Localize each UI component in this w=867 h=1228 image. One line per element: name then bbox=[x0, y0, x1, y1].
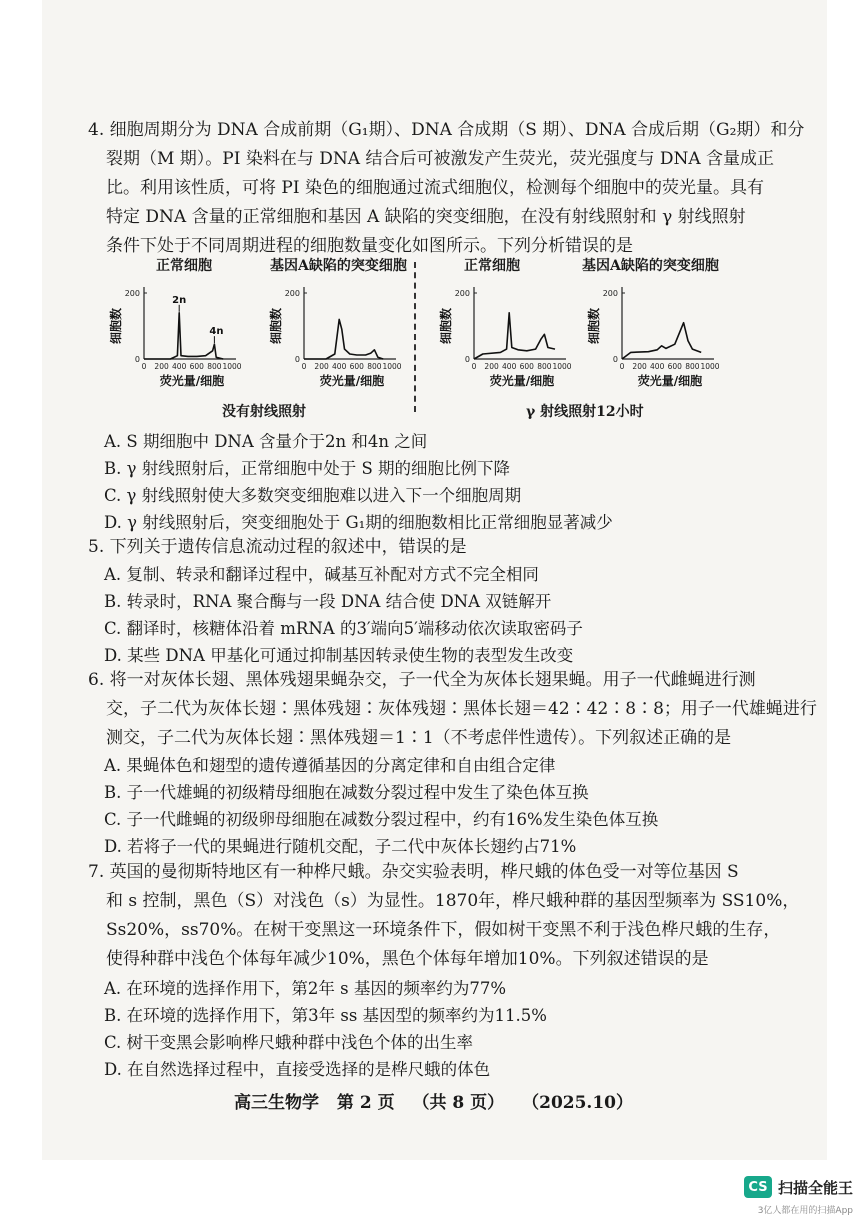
x-tick-label: 0 bbox=[301, 362, 307, 371]
chart-1 bbox=[104, 255, 264, 395]
x-tick-label: 200 bbox=[632, 362, 647, 371]
y-tick-label: 200 bbox=[124, 289, 140, 298]
q6-option-a: A. 果蝇体色和翅型的遗传遵循基因的分离定律和自由组合定律 bbox=[104, 756, 556, 775]
series-line bbox=[304, 319, 383, 359]
brand-tagline: 3亿人都在用的扫描App bbox=[757, 1206, 853, 1216]
x-tick-label: 200 bbox=[154, 362, 169, 371]
y-tick-label: 200 bbox=[602, 289, 618, 298]
q6-line: 交，子二代为灰体长翅∶黑体残翅∶灰体残翅∶黑体长翅＝42∶42∶8∶8；用子一代雄蝇进行 bbox=[106, 699, 817, 719]
q7-option-d: D. 在自然选择过程中，直接受选择的是桦尺蛾的体色 bbox=[104, 1060, 491, 1079]
x-tick-label: 600 bbox=[349, 362, 364, 371]
x-tick-label: 800 bbox=[685, 362, 700, 371]
q5-option-c: C. 翻译时，核糖体沿着 mRNA 的3′端向5′端移动依次读取密码子 bbox=[104, 619, 583, 638]
q7-line: Ss20%，ss70%。在树干变黑这一环境条件下，假如树干变黑不利于浅色桦尺蛾的生存， bbox=[106, 920, 781, 940]
x-tick-label: 800 bbox=[207, 362, 222, 371]
brand-name: 扫描全能王 bbox=[777, 1178, 853, 1197]
x-tick-label: 1000 bbox=[382, 362, 402, 371]
q5-option-a: A. 复制、转录和翻译过程中，碱基互补配对方式不完全相同 bbox=[104, 565, 539, 584]
condition-label: γ 射线照射12小时 bbox=[526, 404, 644, 420]
x-tick-label: 800 bbox=[367, 362, 382, 371]
x-tick-label: 600 bbox=[189, 362, 204, 371]
x-tick-label: 0 bbox=[471, 362, 477, 371]
q4-option-c: C. γ 射线照射使大多数突变细胞难以进入下一个细胞周期 bbox=[104, 486, 522, 505]
q7-option-a: A. 在环境的选择作用下，第2年 s 基因的频率约为77% bbox=[104, 979, 507, 998]
x-tick-label: 200 bbox=[484, 362, 499, 371]
question-7-stem bbox=[88, 858, 799, 974]
q6-option-d: D. 若将子一代的果蝇进行随机交配，子二代中灰体长翅约占71% bbox=[104, 837, 577, 856]
x-axis-label: 荧光量/细胞 bbox=[159, 374, 225, 388]
x-tick-label: 1000 bbox=[552, 362, 572, 371]
divider-line bbox=[414, 262, 416, 412]
q6-option-b: B. 子一代雄蝇的初级精母细胞在减数分裂过程中发生了染色体互换 bbox=[104, 783, 589, 802]
y-tick-label: 200 bbox=[284, 289, 300, 298]
chart-title: 正常细胞 bbox=[156, 258, 212, 274]
y-tick-label: 0 bbox=[464, 355, 470, 364]
condition-label: 没有射线照射 bbox=[222, 404, 306, 420]
footer-page: 第 2 页 bbox=[336, 1093, 395, 1113]
x-tick-label: 200 bbox=[314, 362, 329, 371]
x-tick-label: 400 bbox=[172, 362, 187, 371]
footer-date: （2025.10） bbox=[522, 1093, 633, 1113]
chart-title: 基因A缺陷的突变细胞 bbox=[270, 258, 407, 274]
series-line bbox=[622, 323, 701, 359]
q7-line: 7. 英国的曼彻斯特地区有一种桦尺蛾。杂交实验表明，桦尺蛾的体色受一对等位基因 S bbox=[88, 862, 739, 882]
y-axis-label: 细胞数 bbox=[587, 307, 601, 345]
peak-annotation: 2n bbox=[172, 294, 187, 306]
question-6-stem bbox=[88, 666, 817, 753]
x-tick-label: 1000 bbox=[222, 362, 242, 371]
q5-option-b: B. 转录时，RNA 聚合酶与一段 DNA 结合使 DNA 双链解开 bbox=[104, 592, 552, 611]
q4-line: 4. 细胞周期分为 DNA 合成前期（G₁期）、DNA 合成期（S 期）、DNA 合成后期（G₂期）和分 bbox=[88, 120, 805, 140]
q6-line: 测交，子二代为灰体长翅∶黑体残翅＝1∶1（不考虑伴性遗传）。下列叙述正确的是 bbox=[106, 728, 732, 748]
x-axis-label: 荧光量/细胞 bbox=[637, 374, 703, 388]
q4-line: 裂期（M 期）。PI 染料在与 DNA 结合后可被激发产生荧光，荧光强度与 DNA 含量成正 bbox=[106, 149, 775, 169]
q6-option-c: C. 子一代雌蝇的初级卵母细胞在减数分裂过程中，约有16%发生染色体互换 bbox=[104, 810, 659, 829]
page-footer bbox=[0, 1088, 867, 1113]
q7-line: 和 s 控制，黑色（S）对浅色（s）为显性。1870年，桦尺蛾种群的基因型频率为 SS10%， bbox=[106, 891, 800, 911]
footer-subject: 高三生物学 bbox=[234, 1093, 319, 1113]
y-tick-label: 0 bbox=[134, 355, 140, 364]
chart-plot bbox=[264, 255, 424, 395]
x-tick-label: 600 bbox=[519, 362, 534, 371]
q7-option-b: B. 在环境的选择作用下，第3年 ss 基因型的频率约为11.5% bbox=[104, 1006, 547, 1025]
x-tick-label: 600 bbox=[667, 362, 682, 371]
x-tick-label: 400 bbox=[650, 362, 665, 371]
peak-annotation: 4n bbox=[209, 326, 224, 338]
footer-total: （共 8 页） bbox=[412, 1093, 505, 1113]
q4-option-d: D. γ 射线照射后，突变细胞处于 G₁期的细胞数相比正常细胞显著减少 bbox=[104, 513, 613, 532]
series-line bbox=[474, 313, 555, 359]
q4-line: 特定 DNA 含量的正常细胞和基因 A 缺陷的突变细胞，在没有射线照射和 γ 射线照射 bbox=[106, 207, 746, 227]
chart-4 bbox=[582, 255, 742, 395]
chart-plot bbox=[104, 255, 264, 395]
q7-line: 使得种群中浅色个体每年减少10%，黑色个体每年增加10%。下列叙述错误的是 bbox=[106, 949, 709, 969]
chart-2 bbox=[264, 255, 424, 395]
chart-title: 基因A缺陷的突变细胞 bbox=[582, 258, 719, 274]
x-tick-label: 400 bbox=[502, 362, 517, 371]
q5-line: 5. 下列关于遗传信息流动过程的叙述中，错误的是 bbox=[88, 537, 467, 557]
chart-plot bbox=[434, 255, 594, 395]
q6-line: 6. 将一对灰体长翅、黑体残翅果蝇杂交，子一代全为灰体长翅果蝇。用子一代雌蝇进行测 bbox=[88, 670, 756, 690]
q4-option-b: B. γ 射线照射后，正常细胞中处于 S 期的细胞比例下降 bbox=[104, 459, 511, 478]
x-tick-label: 800 bbox=[537, 362, 552, 371]
q4-line: 比。利用该性质，可将 PI 染色的细胞通过流式细胞仪，检测每个细胞中的荧光量。具有 bbox=[106, 178, 764, 198]
scanner-brand bbox=[744, 1176, 853, 1198]
camscanner-logo-icon: CS bbox=[744, 1176, 772, 1198]
chart-title: 正常细胞 bbox=[464, 258, 520, 274]
question-5-stem bbox=[88, 533, 467, 562]
y-axis-label: 细胞数 bbox=[439, 307, 453, 345]
y-tick-label: 0 bbox=[294, 355, 300, 364]
q4-option-a: A. S 期细胞中 DNA 含量介于2n 和4n 之间 bbox=[104, 432, 428, 451]
y-axis-label: 细胞数 bbox=[269, 307, 283, 345]
x-axis-label: 荧光量/细胞 bbox=[489, 374, 555, 388]
flow-cytometry-figure bbox=[104, 255, 804, 425]
chart-plot bbox=[582, 255, 742, 395]
chart-3 bbox=[434, 255, 594, 395]
q4-line: 条件下处于不同周期进程的细胞数量变化如图所示。下列分析错误的是 bbox=[106, 236, 633, 256]
y-tick-label: 200 bbox=[454, 289, 470, 298]
question-4-stem bbox=[88, 116, 804, 261]
x-tick-label: 400 bbox=[332, 362, 347, 371]
x-tick-label: 1000 bbox=[700, 362, 720, 371]
x-tick-label: 0 bbox=[141, 362, 147, 371]
x-tick-label: 0 bbox=[619, 362, 625, 371]
x-axis-label: 荧光量/细胞 bbox=[319, 374, 385, 388]
q7-option-c: C. 树干变黑会影响桦尺蛾种群中浅色个体的出生率 bbox=[104, 1033, 474, 1052]
q5-option-d: D. 某些 DNA 甲基化可通过抑制基因转录使生物的表型发生改变 bbox=[104, 646, 574, 665]
y-axis-label: 细胞数 bbox=[109, 307, 123, 345]
y-tick-label: 0 bbox=[612, 355, 618, 364]
